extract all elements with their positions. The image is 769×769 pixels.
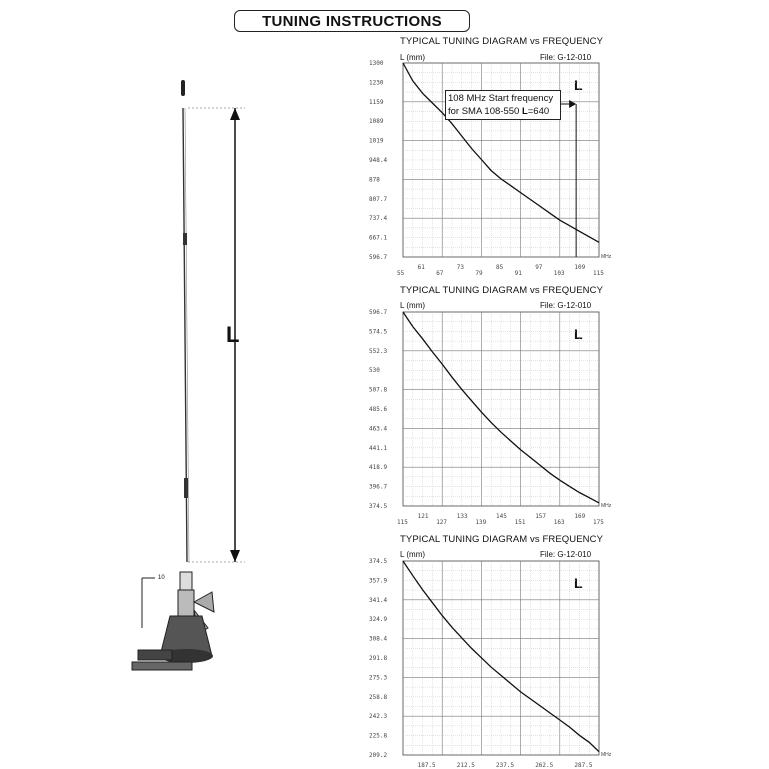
chart-1-ylabel: L (mm) <box>400 53 426 62</box>
y-tick-label: 396.7 <box>369 483 388 491</box>
x-tick-label: 133 <box>456 513 468 520</box>
y-tick-label: 878 <box>369 176 380 184</box>
x-tick-label: 85 <box>496 264 504 271</box>
annotation-arrow-head <box>569 100 576 108</box>
x-tick-label: 139 <box>475 519 487 526</box>
chart-1-corner-label: L <box>574 77 583 93</box>
y-tick-label: 737.4 <box>369 215 388 223</box>
y-tick-label: 374.5 <box>369 503 388 510</box>
y-tick-label: 507.8 <box>369 386 388 394</box>
x-tick-label: 287.5 <box>574 762 593 769</box>
y-tick-label: 258.8 <box>369 693 388 701</box>
antenna-length-label: L <box>226 322 240 347</box>
y-tick-label: 209.2 <box>369 752 388 759</box>
chart-1-file: File: G-12-010 <box>540 53 592 62</box>
x-unit-label: MHz <box>601 503 612 509</box>
y-tick-label: 1300 <box>369 60 384 67</box>
x-tick-label: 121 <box>417 513 429 520</box>
chart-3-ylabel: L (mm) <box>400 550 426 559</box>
detail-label: 10 <box>158 575 165 581</box>
x-tick-label: 169 <box>574 513 586 520</box>
y-tick-label: 463.4 <box>369 425 388 433</box>
chart-2-title: TYPICAL TUNING DIAGRAM vs FREQUENCY <box>400 285 604 296</box>
chart-3-file: File: G-12-010 <box>540 550 592 559</box>
x-tick-label: 103 <box>553 270 565 277</box>
x-unit-label: MHz <box>601 752 612 758</box>
chart-2-file: File: G-12-010 <box>540 301 592 310</box>
annotation-line-2: for SMA 108-550 L=640 <box>448 106 550 117</box>
annotation-line-1: 108 MHz Start frequency <box>448 93 554 104</box>
chart-3 <box>369 558 612 769</box>
x-tick-label: 55 <box>397 270 405 277</box>
y-tick-label: 374.5 <box>369 558 388 565</box>
y-tick-label: 596.7 <box>369 254 388 261</box>
x-tick-label: 67 <box>436 270 444 277</box>
y-tick-label: 1159 <box>369 98 384 106</box>
x-tick-label: 61 <box>417 264 425 271</box>
y-tick-label: 418.9 <box>369 464 388 472</box>
x-unit-label: MHz <box>601 254 612 260</box>
x-tick-label: 237.5 <box>496 762 515 769</box>
chart-1-title: TYPICAL TUNING DIAGRAM vs FREQUENCY <box>400 36 604 47</box>
x-tick-label: 212.5 <box>456 762 475 769</box>
y-tick-label: 225.8 <box>369 732 388 740</box>
x-tick-label: 115 <box>397 519 408 526</box>
y-tick-label: 308.4 <box>369 635 388 643</box>
y-tick-label: 530 <box>369 367 380 375</box>
x-tick-label: 187.5 <box>417 762 436 769</box>
y-tick-label: 242.3 <box>369 713 388 721</box>
y-tick-label: 341.4 <box>369 596 388 604</box>
x-tick-label: 163 <box>553 519 565 526</box>
y-tick-label: 552.3 <box>369 347 388 355</box>
y-tick-label: 807.7 <box>369 195 388 203</box>
chart-2-ylabel: L (mm) <box>400 301 426 310</box>
y-tick-label: 1019 <box>369 137 384 145</box>
x-tick-label: 73 <box>456 264 465 271</box>
x-tick-label: 109 <box>574 264 586 271</box>
x-tick-label: 91 <box>514 270 522 277</box>
y-tick-label: 667.1 <box>369 234 388 242</box>
y-tick-label: 324.9 <box>369 616 388 624</box>
y-tick-label: 441.1 <box>369 444 388 452</box>
start-frequency-annotation <box>445 90 561 120</box>
chart-2-corner-label: L <box>574 326 583 342</box>
y-tick-label: 574.5 <box>369 328 388 336</box>
x-tick-label: 157 <box>535 513 547 520</box>
x-tick-label: 151 <box>514 519 526 526</box>
x-tick-label: 127 <box>436 519 448 526</box>
x-tick-label: 79 <box>475 270 483 277</box>
y-tick-label: 1230 <box>369 79 384 87</box>
y-tick-label: 948.4 <box>369 157 388 164</box>
chart-3-title: TYPICAL TUNING DIAGRAM vs FREQUENCY <box>400 534 604 545</box>
y-tick-label: 596.7 <box>369 309 388 316</box>
x-tick-label: 262.5 <box>535 762 554 769</box>
page-title: TUNING INSTRUCTIONS <box>234 10 470 32</box>
x-tick-label: 145 <box>496 513 507 520</box>
chart-3-corner-label: L <box>574 575 583 591</box>
y-tick-label: 1089 <box>369 118 384 126</box>
chart-2 <box>369 309 612 526</box>
x-tick-label: 175 <box>593 519 604 526</box>
y-tick-label: 357.9 <box>369 577 388 585</box>
y-tick-label: 485.6 <box>369 406 388 413</box>
y-tick-label: 291.8 <box>369 655 388 662</box>
x-tick-label: 97 <box>535 264 543 271</box>
y-tick-label: 275.3 <box>369 674 388 682</box>
x-tick-label: 115 <box>593 270 604 277</box>
